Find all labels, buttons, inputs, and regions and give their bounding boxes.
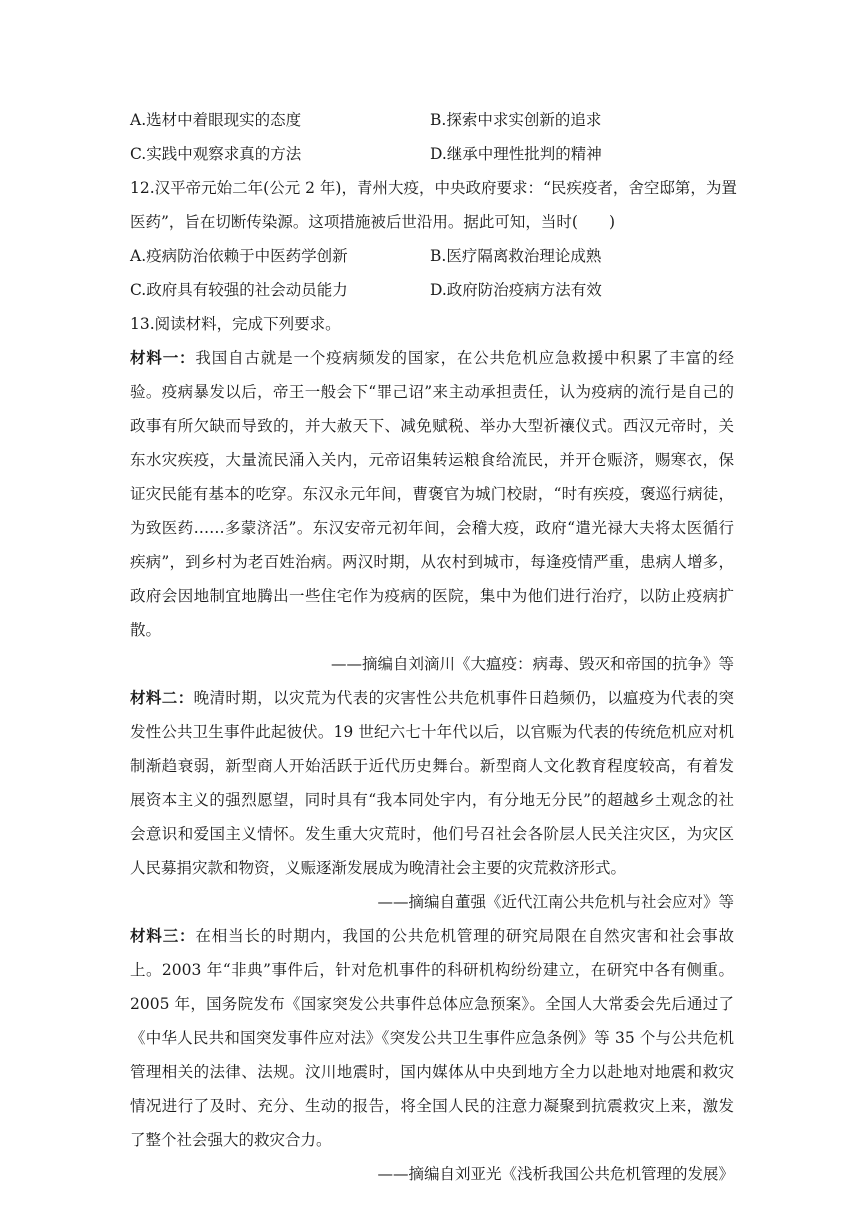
material-three-source: ——摘编自刘亚光《浅析我国公共危机管理的发展》 <box>377 1165 734 1183</box>
material-one-text: 我国自古就是一个疫病频发的国家，在公共危机应急救援中积累了丰富的经验。疫病暴发以后，帝王一般会下“罪己诏”来主动承担责任，认为疫病的流行是自己的政事有所欠缺而导致的，并大赦天下、减免赋税、举办大型祈禳仪式。西汉元帝时，关东水灾疾疫，大量流民涌入关内，元帝诏集转运粮食给流民，并开仓赈济，赐寒衣，保证灾民能有基本的吃穿。东汉永元年间，曹褒官为城门校尉，“时有疾疫，褒巡行病徒，为致医药……多蒙济活”。东汉安帝元初年间，会稽大疫，政府“遣光禄大夫将太医循行疾病”，到乡村为老百姓治病。两汉时期，从农村到城市，每逢疫情严重，患病人增多，政府会因地制宜地腾出一些住宅作为疫病的医院，集中为他们进行治疗，以防止疫病扩散。 <box>130 349 734 639</box>
q11-options-row1 <box>130 103 734 137</box>
q11-options-row2 <box>130 137 734 171</box>
q11-option-b: B.探索中求实创新的追求 <box>430 111 602 129</box>
q11-option-c: C.实践中观察求真的方法 <box>130 145 302 163</box>
material-one-source: ——摘编自刘滴川《大瘟疫：病毒、毁灭和帝国的抗争》等 <box>330 655 734 673</box>
q11-option-a: A.选材中着眼现实的态度 <box>130 111 302 129</box>
q12-options-row2 <box>130 273 734 307</box>
material-one <box>130 341 734 647</box>
material-three <box>130 919 734 1157</box>
q12-stem-line2: 医药”，旨在切断传染源。这项措施被后世沿用。据此可知，当时( ) <box>130 213 616 231</box>
material-two <box>130 681 734 885</box>
material-two-source: ——摘编自董强《近代江南公共危机与社会应对》等 <box>377 893 734 911</box>
q12-stem-line1: 12.汉平帝元始二年(公元 2 年)，青州大疫，中央政府要求：“民疾疫者，舍空邸第，为置 <box>130 179 737 197</box>
q12-option-d: D.政府防治疫病方法有效 <box>430 281 602 299</box>
material-one-label: 材料一： <box>130 348 196 367</box>
material-two-label: 材料二： <box>130 688 194 707</box>
material-three-text: 在相当长的时期内，我国的公共危机管理的研究局限在自然灾害和社会事故上。2003 年“非典”事件后，针对危机事件的科研机构纷纷建立，在研究中各有侧重。2005 年，国务院发布《国家突发公共事件总体应急预案》。全国人大常委会先后通过了《中华人民共和国突发事件应对法》《突发公共卫生事件应急条例》等 35 个与公共危机管理相关的法律、法规。汶川地震时，国内媒体从中央到地方全力以赴地对地震和救灾情况进行了及时、充分、生动的报告，将全国人民的注意力凝聚到抗震救灾上来，激发了整个社会强大的救灾合力。 <box>130 927 734 1149</box>
q12-option-c: C.政府具有较强的社会动员能力 <box>130 281 348 299</box>
q12-option-a: A.疫病防治依赖于中医药学创新 <box>130 247 348 265</box>
material-three-label: 材料三： <box>130 926 196 945</box>
q11-option-d: D.继承中理性批判的精神 <box>430 145 602 163</box>
q12-option-b: B.医疗隔离救治理论成熟 <box>430 247 602 265</box>
q13-intro: 13.阅读材料，完成下列要求。 <box>130 315 341 333</box>
q12-options-row1 <box>130 239 734 273</box>
material-two-text: 晚清时期，以灾荒为代表的灾害性公共危机事件日趋频仍，以瘟疫为代表的突发性公共卫生事件此起彼伏。19 世纪六七十年代以后，以官赈为代表的传统危机应对机制渐趋衰弱，新型商人开始活跃于近代历史舞台。新型商人文化教育程度较高，有着发展资本主义的强烈愿望，同时具有“我本同处宇内，有分地无分民”的超越乡土观念的社会意识和爱国主义情怀。发生重大灾荒时，他们号召社会各阶层人民关注灾区，为灾区人民募捐灾款和物资，义赈逐渐发展成为晚清社会主要的灾荒救济形式。 <box>130 689 734 877</box>
exam-page <box>130 103 737 1191</box>
